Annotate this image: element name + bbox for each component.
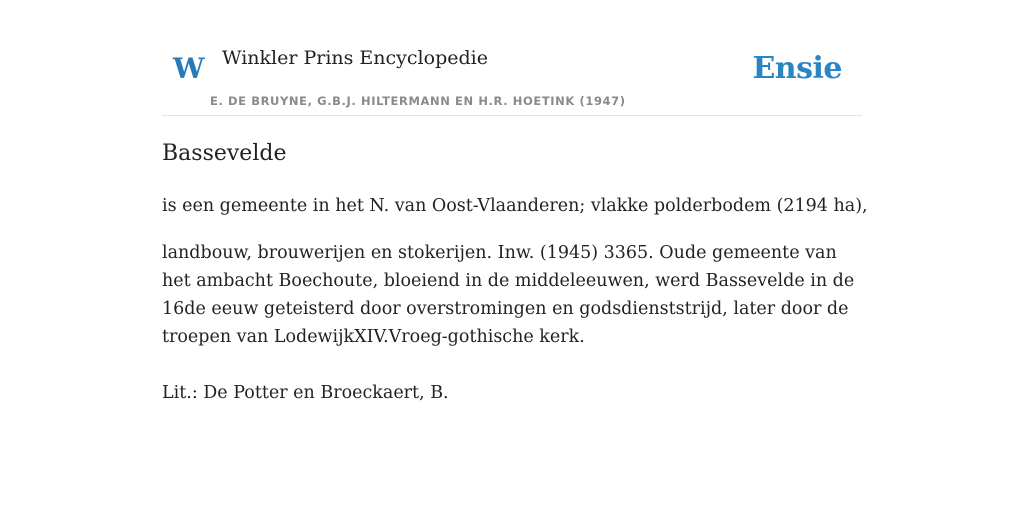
entry-literature: Lit.: De Potter en Broeckaert, B.	[162, 383, 449, 403]
source-authors: E. DE BRUYNE, G.B.J. HILTERMANN EN H.R. HOETINK (1947)	[210, 94, 626, 108]
brand-logo[interactable]: Ensie	[752, 51, 842, 86]
page-content	[162, 0, 868, 403]
entry-paragraph-2: landbouw, brouwerijen en stokerijen. Inw. (1945) 3365. Oude gemeente van het ambacht Boechoute, bloeiend in de middeleeuwen, werd Bassevelde in de 16de eeuw geteisterd door overstromingen en godsdienststrijd, later door de troepen van LodewijkXIV.Vroeg-gothische kerk.	[162, 243, 855, 347]
entry-title: Bassevelde	[162, 141, 287, 166]
source-title-link[interactable]: Winkler Prins Encyclopedie	[222, 47, 488, 69]
source-header	[162, 0, 862, 116]
source-logo[interactable]: W	[173, 52, 205, 85]
entry-paragraph-1: is een gemeente in het N. van Oost-Vlaanderen; vlakke polderbodem (2194 ha),	[162, 196, 868, 216]
